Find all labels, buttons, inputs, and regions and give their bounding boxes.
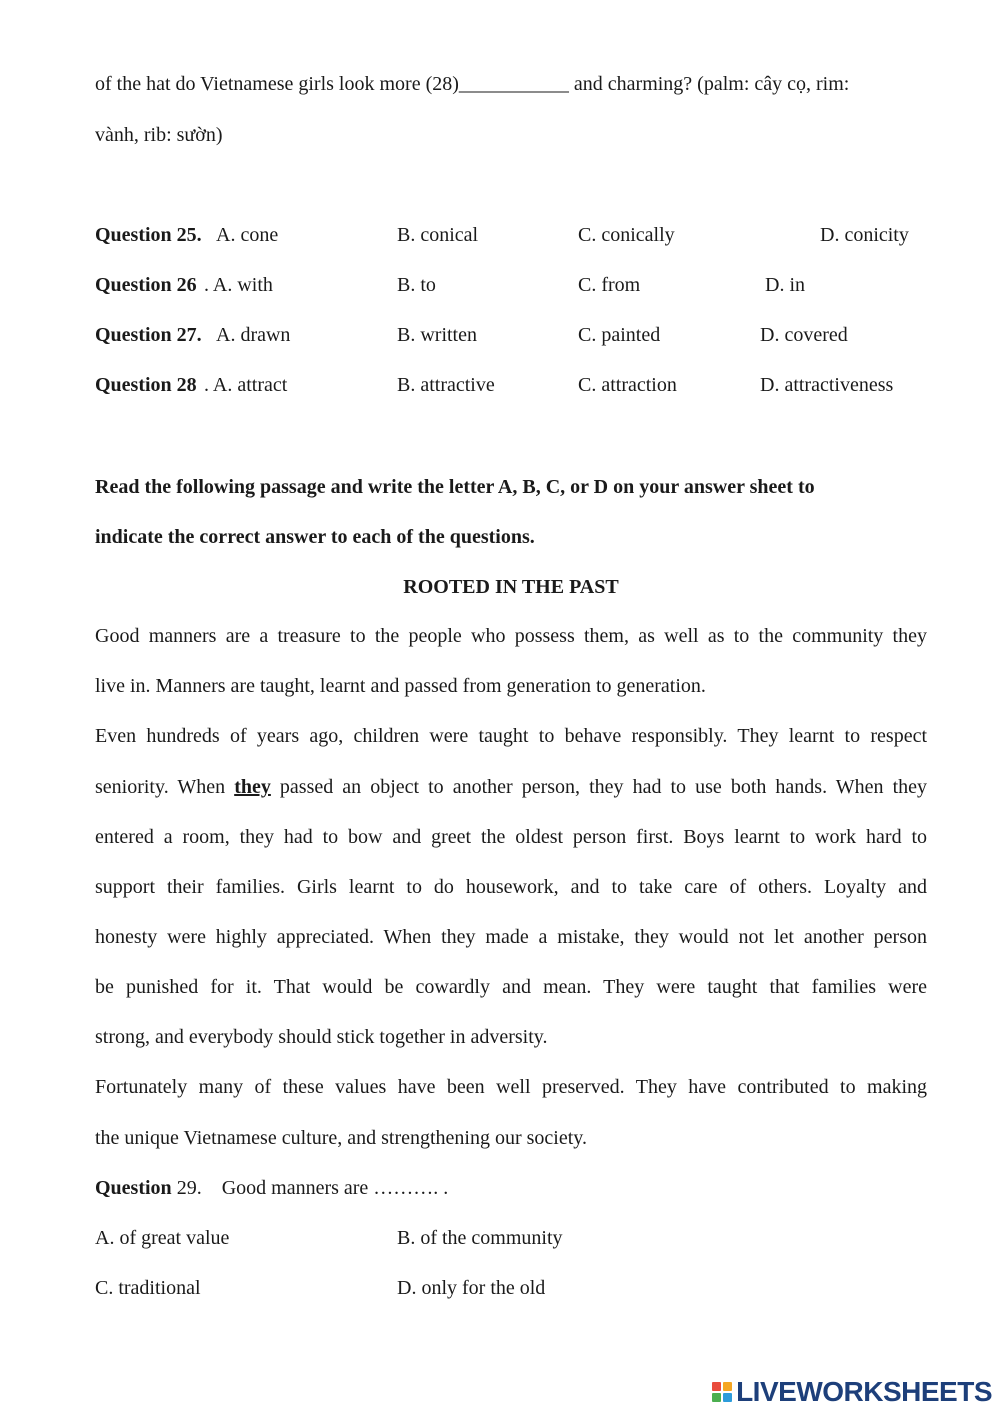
instruction-line-2: indicate the correct answer to each of the questions.: [95, 526, 535, 548]
question-label: Question 26: [95, 274, 197, 296]
passage-p1-line-2: live in. Manners are taught, learnt and passed from generation to generation.: [95, 675, 706, 697]
option-a: . A. attract: [204, 374, 288, 396]
option-b: B. conical: [397, 224, 479, 246]
question-text: 29. Good manners are ………. .: [171, 1177, 449, 1199]
logo-square-orange: [723, 1382, 732, 1391]
option-d: D. in: [765, 274, 805, 296]
passage-p2-line-4: support their families. Girls learnt to do housework, and to take care of others. Loyalty and: [95, 876, 927, 898]
option-d: D. attractiveness: [760, 374, 894, 396]
logo-square-blue: [723, 1393, 732, 1402]
passage-title: ROOTED IN THE PAST: [403, 576, 619, 598]
q29-option-d: D. only for the old: [397, 1277, 546, 1299]
passage-p2-line-2: [95, 773, 927, 801]
option-b: B. to: [397, 274, 436, 296]
question-label: Question 27.: [95, 324, 202, 346]
option-b: B. written: [397, 324, 477, 346]
passage-p2-line-5: honesty were highly appreciated. When they made a mistake, they would not let another person: [95, 926, 927, 948]
passage-p3-line-1: Fortunately many of these values have been well preserved. They have contributed to making: [95, 1076, 927, 1098]
option-a: A. drawn: [216, 324, 291, 346]
passage-p2-line-3: entered a room, they had to bow and greet the oldest person first. Boys learnt to work hard to: [95, 826, 927, 848]
passage-p1-line-1: Good manners are a treasure to the people who possess them, as well as to the community they: [95, 625, 927, 647]
question-label: Question 25.: [95, 224, 202, 246]
q29-option-a: A. of great value: [95, 1227, 230, 1249]
highlighted-word-they: they: [234, 776, 271, 798]
option-d: D. conicity: [820, 224, 909, 246]
option-c: C. from: [578, 274, 641, 296]
q29-option-c: C. traditional: [95, 1277, 201, 1299]
passage-p2-line-1: Even hundreds of years ago, children were taught to behave responsibly. They learnt to respect: [95, 725, 927, 747]
instruction-line-1: Read the following passage and write the letter A, B, C, or D on your answer sheet to: [95, 476, 815, 498]
option-c: C. attraction: [578, 374, 677, 396]
intro-line-1: of the hat do Vietnamese girls look more (28)___________ and charming? (palm: cây cọ, rim:: [95, 73, 850, 95]
question-label: Question: [95, 1177, 172, 1199]
option-c: C. conically: [578, 224, 675, 246]
option-d: D. covered: [760, 324, 848, 346]
option-a: A. cone: [216, 224, 279, 246]
passage-p2-line-6: be punished for it. That would be cowardly and mean. They were taught that families were: [95, 976, 927, 998]
question-29-stem: [95, 1174, 927, 1202]
passage-p2-line-7: strong, and everybody should stick together in adversity.: [95, 1026, 548, 1048]
liveworksheets-logo-icon: [712, 1382, 732, 1402]
question-label: Question 28: [95, 374, 197, 396]
q29-option-b: B. of the community: [397, 1227, 563, 1249]
text-segment: passed an object to another person, they had to use both hands. When they: [270, 776, 927, 798]
text-segment: seniority. When: [95, 776, 235, 798]
intro-line-2: vành, rib: sườn): [95, 124, 223, 146]
liveworksheets-wordmark: LIVEWORKSHEETS: [736, 1376, 992, 1407]
option-c: C. painted: [578, 324, 661, 346]
logo-square-green: [712, 1393, 721, 1402]
option-b: B. attractive: [397, 374, 495, 396]
option-a: . A. with: [204, 274, 273, 296]
logo-square-red: [712, 1382, 721, 1391]
passage-p3-line-2: the unique Vietnamese culture, and strengthening our society.: [95, 1127, 587, 1149]
liveworksheets-logo: [712, 1377, 992, 1407]
